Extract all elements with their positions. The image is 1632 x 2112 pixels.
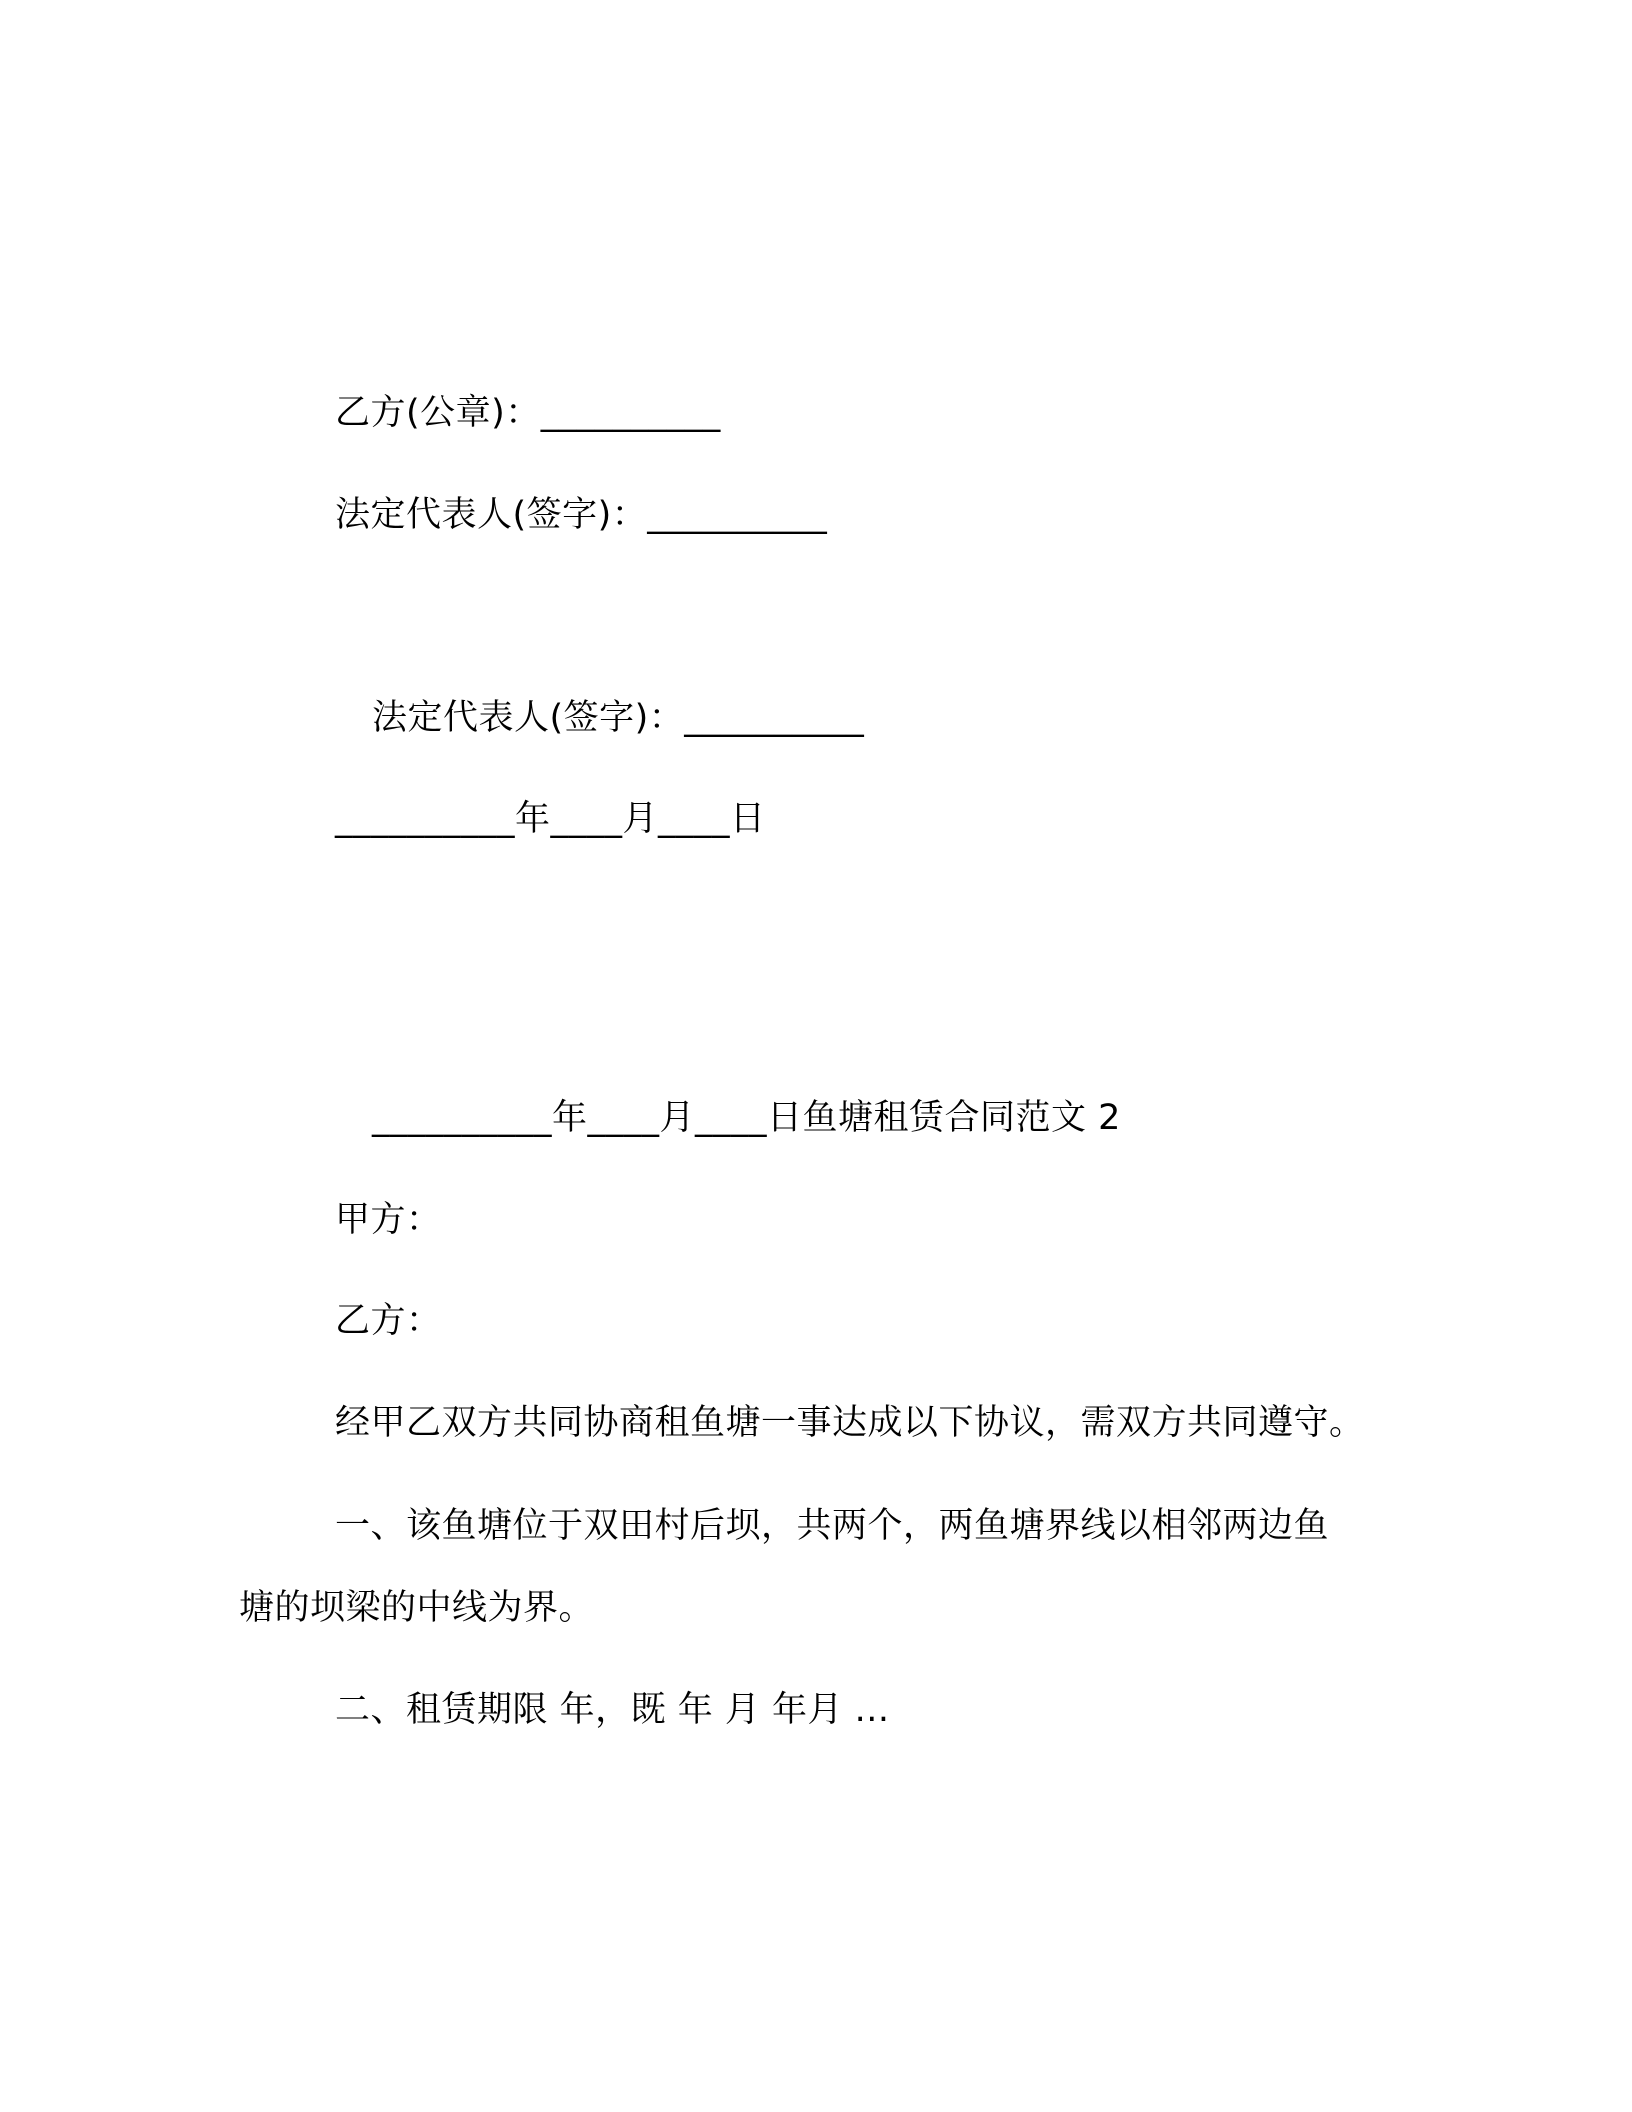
agreement-intro-paragraph: 经甲乙双方共同协商租鱼塘一事达成以下协议，需双方共同遵守。 xyxy=(335,1403,1365,1443)
clause-one-line-1: 一、该鱼塘位于双田村后坝，共两个，两鱼塘界线以相邻两边鱼 xyxy=(335,1506,1330,1546)
party-b-line: 乙方： xyxy=(335,1301,442,1341)
clause-one-line-2: 塘的坝梁的中线为界。 xyxy=(239,1588,595,1628)
party-b-seal-line: 乙方(公章)：__________ xyxy=(335,393,721,433)
legal-rep-signature-line-1: 法定代表人(签字)：__________ xyxy=(335,495,828,535)
party-a-line: 甲方： xyxy=(335,1200,442,1240)
clause-two-line: 二、租赁期限 年，既 年 月 年月 ... xyxy=(335,1690,890,1730)
contract-title-line: __________年____月____日鱼塘租赁合同范文 2 xyxy=(372,1098,1121,1138)
legal-rep-signature-line-2: 法定代表人(签字)：__________ xyxy=(372,698,865,738)
date-line: __________年____月____日 xyxy=(335,799,766,839)
